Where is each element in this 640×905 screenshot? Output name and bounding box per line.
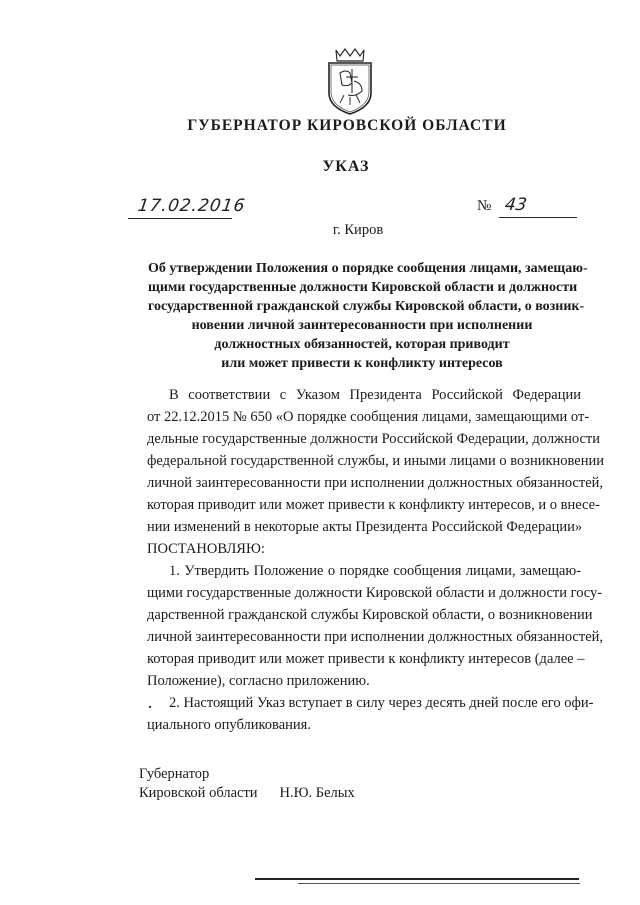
title-line: государственной гражданской службы Кировской области, о возник- <box>148 299 585 314</box>
preamble-line: федеральной государственной службы, и иными лицами о возникновении <box>147 453 605 469</box>
footer-rule <box>255 878 579 880</box>
coat-of-arms-icon <box>326 47 374 117</box>
date-field <box>128 194 247 219</box>
preamble-line: В соответствии с Указом Президента Российской Федерации <box>169 387 581 403</box>
item2-line: циального опубликования. <box>147 717 311 733</box>
handwritten-date: 17.02.2016 <box>136 196 247 216</box>
footer-rule-thin <box>298 883 580 884</box>
item1-line: дарственной гражданской службы Кировской области, о возникновении <box>147 607 593 623</box>
title-line: новении личной заинтересованности при исполнении <box>191 318 533 333</box>
decree-body <box>147 384 605 736</box>
title-line: должностных обязанностей, которая приводит <box>214 337 510 352</box>
title-line: Об утверждении Положения о порядке сообщения лицами, замещаю- <box>148 261 588 276</box>
item2-line: 2. Настоящий Указ вступает в силу через десять дней после его офи- <box>169 695 594 711</box>
item1-line: личной заинтересованности при исполнении должностных обязанностей, <box>147 629 604 645</box>
preamble-line: которая приводит или может привести к конфликту интересов, и о внесе- <box>147 497 600 513</box>
number-field <box>477 194 577 218</box>
signatory-region-row <box>139 784 355 803</box>
preamble-line: дельные государственные должности Российской Федерации, должности <box>147 431 600 447</box>
signatory-title: Губернатор <box>139 766 210 782</box>
title-line: щими государственные должности Кировской области и должности <box>148 280 578 295</box>
item1-line: щими государственные должности Кировской области и должности госу- <box>147 585 603 601</box>
issue-city: г. Киров <box>332 222 384 238</box>
decree-word: ПОСТАНОВЛЯЮ: <box>147 541 265 557</box>
scan-speck <box>149 706 151 708</box>
title-line: или может привести к конфликту интересов <box>221 356 503 371</box>
number-underline <box>499 217 577 218</box>
document-type: УКАЗ <box>322 158 370 175</box>
handwritten-number: 43 <box>503 195 529 215</box>
signatory-name: Н.Ю. Белых <box>279 785 355 801</box>
issuing-authority: ГУБЕРНАТОР КИРОВСКОЙ ОБЛАСТИ <box>187 117 507 134</box>
signature-block <box>139 765 355 803</box>
item1-line: 1. Утвердить Положение о порядке сообщения лицами, замещаю- <box>169 563 581 579</box>
number-sign: № <box>477 198 492 214</box>
preamble-line: нии изменений в некоторые акты Президента Российской Федерации» <box>147 519 583 535</box>
preamble-line: от 22.12.2015 № 650 «О порядке сообщения лицами, замещающими от- <box>147 409 590 425</box>
item1-line: Положение), согласно приложению. <box>147 673 370 689</box>
preamble-line: личной заинтересованности при исполнении должностных обязанностей, <box>147 475 604 491</box>
decree-title <box>148 259 588 373</box>
signatory-region: Кировской области <box>139 785 258 801</box>
item1-line: которая приводит или может привести к конфликту интересов (далее – <box>147 651 585 667</box>
